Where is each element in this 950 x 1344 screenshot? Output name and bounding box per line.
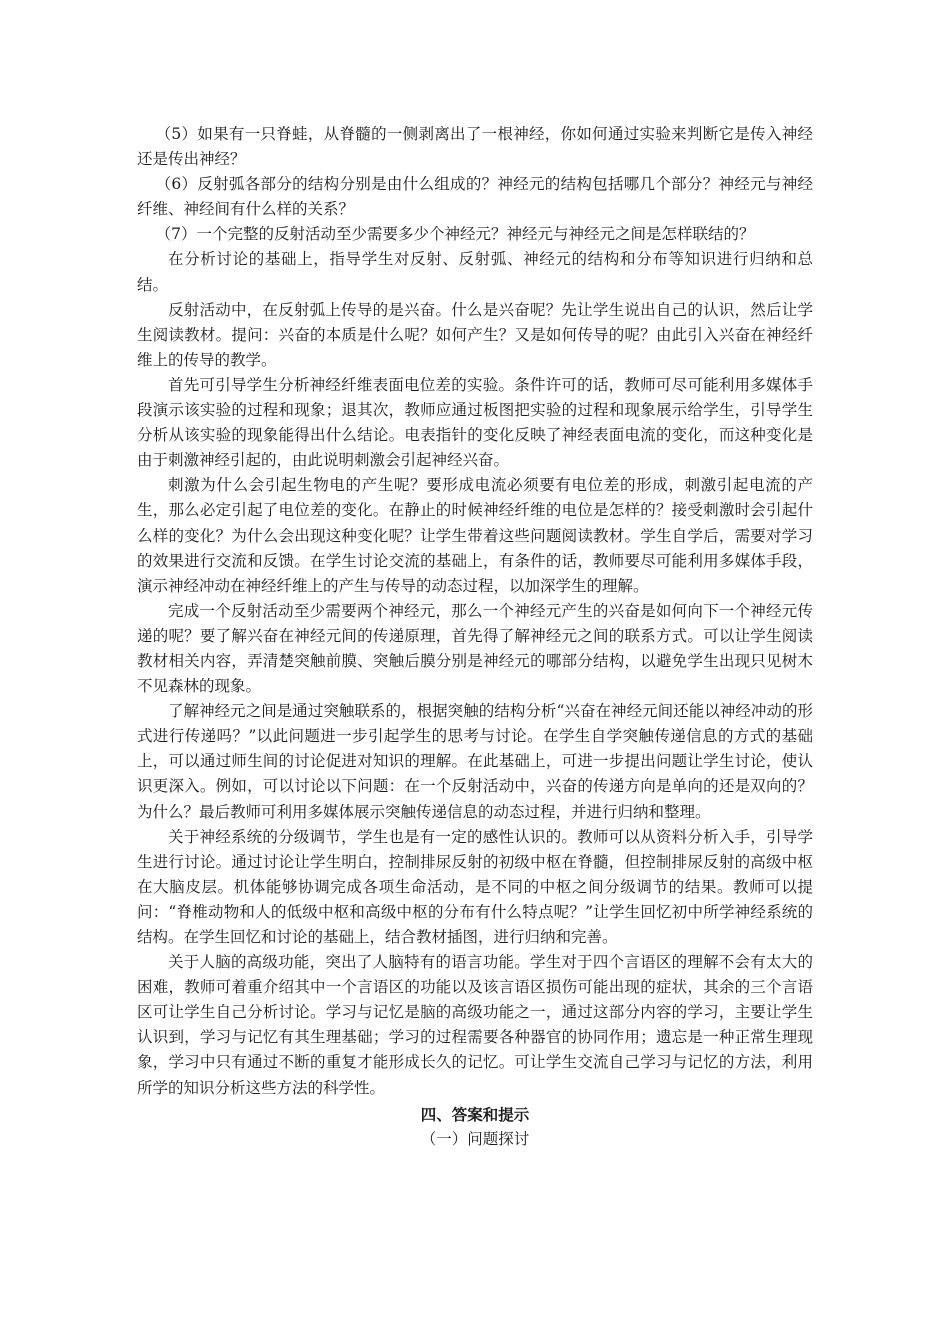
paragraph-excitation-intro: 反射活动中，在反射弧上传导的是兴奋。什么是兴奋呢？先让学生说出自己的认识，然后让学生阅读教材。提问：兴奋的本质是什么呢？如何产生？又是如何传导的呢？由此引入兴奋在神经纤维上的传导的教学。 [137, 300, 813, 369]
subsection-heading: （一）问题探讨 [420, 1129, 530, 1148]
paragraph-neuron-transmission: 完成一个反射活动至少需要两个神经元，那么一个神经元产生的兴奋是如何向下一个神经元传递的呢？要了解兴奋在神经元间的传递原理，首先得了解神经元之间的联系方式。可以让学生阅读教材相关内容，弄清楚突触前膜、突触后膜分别是神经元的哪部分结构，以避免学生出现只见树木不见森林的现象。 [137, 601, 813, 696]
paragraph-question-5: （5）如果有一只脊蛙，从脊髓的一侧剥离出了一根神经，你如何通过实验来判断它是传入神经还是传出神经？ [137, 125, 813, 169]
paragraph-question-6: （6）反射弧各部分的结构分别是由什么组成的？神经元的结构包括哪几个部分？神经元与神经纤维、神经间有什么样的关系？ [137, 175, 813, 219]
paragraph-bioelectricity: 刺激为什么会引起生物电的产生呢？要形成电流必须要有电位差的形成，刺激引起电流的产生，那么必定引起了电位差的变化。在静止的时候神经纤维的电位是怎样的？接受刺激时会引起什么样的变化？为什么会出现这种变化呢？让学生带着这些问题阅读教材。学生自学后，需要对学习的效果进行交流和反馈。在学生讨论交流的基础上，有条件的话，教师要尽可能利用多媒体手段，演示神经冲动在神经纤维上的产生与传导的动态过程，以加深学生的理解。 [137, 476, 813, 595]
section-heading: 四、答案和提示 [420, 1104, 530, 1124]
paragraph-brain-functions: 关于人脑的高级功能，突出了人脑特有的语言功能。学生对于四个言语区的理解不会有太大的困难，教师可着重介绍其中一个言语区的功能以及该言语区损伤可能出现的症状，其余的三个言语区可让学生自己分析讨论。学习与记忆是脑的高级功能之一，通过这部分内容的学习，主要让学生认识到，学习与记忆有其生理基础；学习的过程需要各种器官的协同作用；遗忘是一种正常生理现象，学习中只有通过不断的重复才能形成长久的记忆。可让学生交流自己学习与记忆的方法，利用所学的知识分析这些方法的科学性。 [137, 953, 813, 1097]
document-body [137, 122, 813, 1152]
paragraph-potential-experiment: 首先可引导学生分析神经纤维表面电位差的实验。条件许可的话，教师可尽可能利用多媒体手段演示该实验的过程和现象；退其次，教师应通过板图把实验的过程和现象展示给学生，引导学生分析从该实验的现象能得出什么结论。电表指针的变化反映了神经表面电流的变化，而这种变化是由于刺激神经引起的，由此说明刺激会引起神经兴奋。 [137, 375, 813, 470]
paragraph-summary: 在分析讨论的基础上，指导学生对反射、反射弧、神经元的结构和分布等知识进行归纳和总结。 [137, 250, 813, 294]
paragraph-hierarchical-regulation: 关于神经系统的分级调节，学生也是有一定的感性认识的。教师可以从资料分析入手，引导学生进行讨论。通过讨论让学生明白，控制排尿反射的初级中枢在脊髓，但控制排尿反射的高级中枢在大脑皮层。机体能够协调完成各项生命活动，是不同的中枢之间分级调节的结果。教师可以提问：“脊椎动物和人的低级中枢和高级中枢的分布有什么特点呢？”让学生回忆初中所学神经系统的结构。在学生回忆和讨论的基础上，结合教材插图，进行归纳和完善。 [137, 827, 813, 946]
paragraph-synapse: 了解神经元之间是通过突触联系的，根据突触的结构分析“兴奋在神经元间还能以神经冲动的形式进行传递吗？”以此问题进一步引起学生的思考与讨论。在学生自学突触传递信息的方式的基础上，可以通过师生间的讨论促进对知识的理解。在此基础上，可进一步提出问题让学生讨论，使认识更深入。例如，可以讨论以下问题：在一个反射活动中，兴奋的传递方向是单向的还是双向的？为什么？最后教师可利用多媒体展示突触传递信息的动态过程，并进行归纳和整理。 [137, 702, 813, 821]
paragraph-question-7: （7）一个完整的反射活动至少需要多少个神经元？神经元与神经元之间是怎样联结的？ [155, 225, 755, 244]
